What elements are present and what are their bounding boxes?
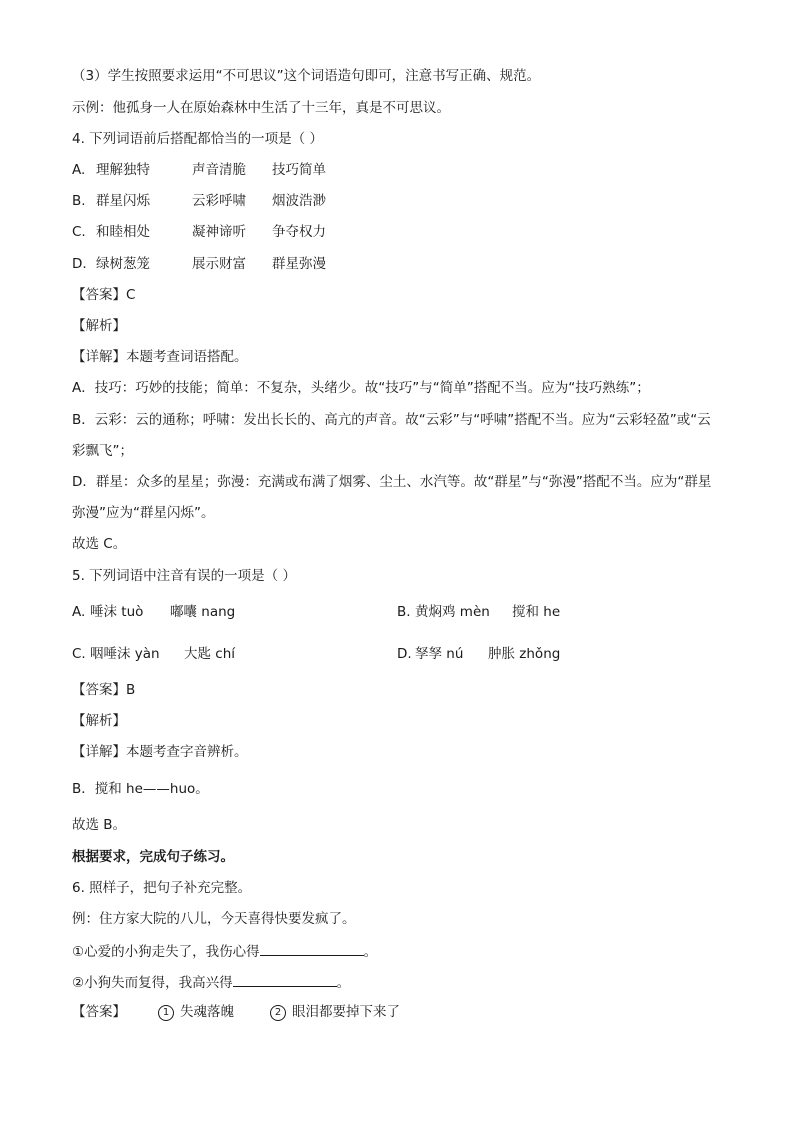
fill-blank (233, 972, 337, 987)
q4-option-c (72, 222, 326, 242)
sentence-end: 。 (363, 944, 378, 960)
option-word: 群星闪烁 (96, 193, 150, 209)
q5-explain-b: B．搅和 he——huo。 (72, 781, 209, 797)
q6-sentence-1 (72, 941, 377, 962)
q5-conclusion: 故选 B。 (72, 817, 127, 833)
section-heading: 根据要求，完成句子练习。 (72, 849, 234, 865)
option-letter: A. (72, 604, 86, 620)
option-letter: C. (72, 224, 86, 240)
question-6-stem: 6. 照样子，把句子补充完整。 (72, 880, 252, 896)
option-letter: C. (72, 646, 86, 662)
q4-answer (72, 285, 135, 305)
option-word: 孥孥 nú (415, 646, 464, 662)
q6-sentence-2 (72, 972, 350, 993)
option-letter: A. (72, 162, 86, 178)
option-word: 群星弥漫 (272, 256, 326, 272)
q4-analysis-label: 【解析】 (72, 318, 126, 334)
q5-detail: 【详解】本题考查字音辨析。 (72, 744, 248, 760)
question-4-stem: 4. 下列词语前后搭配都恰当的一项是（ ） (72, 131, 323, 147)
option-word: 嘟囔 nang (170, 604, 236, 620)
circled-number-2: 2 (270, 1005, 286, 1021)
sentence-end: 。 (336, 975, 351, 991)
q4-explain-a: A．技巧：巧妙的技能；简单：不复杂，头绪少。故“技巧”与“简单”搭配不当。应为“技巧熟练”； (72, 380, 650, 396)
q5-option-d (397, 644, 560, 664)
option-word: 绿树葱笼 (96, 256, 150, 272)
q4-detail: 【详解】本题考查词语搭配。 (72, 349, 248, 365)
answer-label: 【答案】 (72, 682, 126, 698)
option-word: 凝神谛听 (192, 224, 246, 240)
question-5-stem: 5. 下列词语中注音有误的一项是（ ） (72, 568, 296, 584)
option-word: 声音清脆 (192, 162, 246, 178)
q3-example-sentence: 示例：他孤身一人在原始森林中生活了十三年，真是不可思议。 (72, 100, 450, 116)
option-word: 唾沫 tuò (90, 604, 144, 620)
option-word: 理解独特 (96, 162, 150, 178)
q6-answer (72, 1002, 400, 1022)
answer-value: 眼泪都要掉下来了 (292, 1004, 400, 1020)
answer-label: 【答案】 (72, 1004, 126, 1020)
answer-label: 【答案】 (72, 287, 126, 303)
q5-answer (72, 680, 135, 700)
option-word: 争夺权力 (272, 224, 326, 240)
q4-option-d (72, 254, 326, 274)
option-word: 烟波浩渺 (272, 193, 326, 209)
q4-option-a (72, 160, 326, 180)
circled-number-1: 1 (158, 1005, 174, 1021)
q4-explain-b: B．云彩：云的通称；呼啸：发出长长的、高亢的声音。故“云彩”与“呼啸”搭配不当。应为“云彩轻盈”或“云彩飘飞”； (72, 412, 711, 459)
sentence-text: ②小狗失而复得，我高兴得 (72, 975, 233, 991)
option-word: 搅和 he (512, 604, 561, 620)
sentence-text: ①心爱的小狗走失了，我伤心得 (72, 944, 260, 960)
option-word: 云彩呼啸 (192, 193, 246, 209)
q5-option-a (72, 602, 235, 622)
q3-answer-note: （3）学生按照要求运用“不可思议”这个词语造句即可，注意书写正确、规范。 (72, 68, 541, 84)
option-letter: B. (72, 193, 86, 209)
option-word: 黄焖鸡 mèn (415, 604, 490, 620)
option-letter: B. (397, 604, 411, 620)
q4-option-b (72, 191, 326, 211)
q5-option-b (397, 602, 560, 622)
q5-option-c (72, 644, 235, 664)
option-letter: D. (72, 256, 87, 272)
option-word: 大匙 chí (184, 646, 236, 662)
answer-value: 失魂落魄 (180, 1004, 234, 1020)
q4-explain-d: D．群星：众多的星星；弥漫：充满或布满了烟雾、尘土、水汽等。故“群星”与“弥漫”搭配不当。应为“群星弥漫”应为“群星闪烁”。 (72, 474, 712, 521)
option-word: 技巧简单 (272, 162, 326, 178)
option-word: 肿胀 zhǒng (488, 646, 561, 662)
option-letter: D. (397, 646, 412, 662)
option-word: 咽唾沫 yàn (90, 646, 160, 662)
q4-conclusion: 故选 C。 (72, 536, 127, 552)
option-word: 和睦相处 (96, 224, 150, 240)
answer-value: B (126, 682, 136, 698)
answer-value: C (126, 287, 136, 303)
q6-example: 例：住方家大院的八儿，今天喜得快要发疯了。 (72, 911, 356, 927)
fill-blank (260, 941, 364, 956)
option-word: 展示财富 (192, 256, 246, 272)
q5-analysis-label: 【解析】 (72, 713, 126, 729)
